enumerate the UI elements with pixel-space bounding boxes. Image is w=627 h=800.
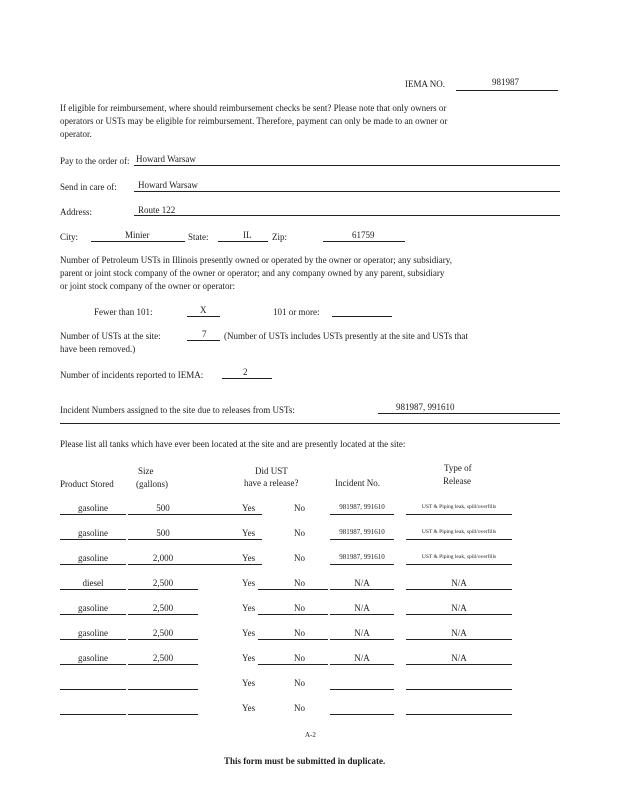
product-underline [60, 614, 126, 615]
tank-yes: Yes [242, 653, 256, 663]
tank-size: 2,500 [152, 653, 174, 663]
no-underline [258, 639, 328, 640]
petroleum-line-3: or joint stock company of the owner or operator: [60, 281, 235, 291]
tank-product: gasoline [78, 603, 108, 613]
tank-incident: 981987, 991610 [339, 528, 385, 536]
size-underline [128, 589, 198, 590]
city-value: Minier [125, 230, 150, 240]
type-underline [406, 614, 512, 615]
more-underline [332, 316, 392, 317]
tank-product: gasoline [78, 503, 108, 513]
state-value: IL [243, 230, 252, 240]
tank-release-type: N/A [451, 653, 467, 663]
petroleum-line-2: parent or joint stock company of the owner or operator; and any company owned by any parent, subsidiary [60, 268, 445, 278]
tank-yes: Yes [242, 628, 256, 638]
header-incident: Incident No. [335, 478, 380, 488]
tank-yes: Yes [242, 603, 256, 613]
incident-numbers-underline [378, 413, 560, 414]
no-underline [258, 664, 328, 665]
intro-line-2: operators or USTs may be eligible for reimbursement. Therefore, payment can only be made to an owner or [60, 116, 448, 126]
header-product: Product Stored [60, 479, 114, 489]
iema-label: IEMA NO. [405, 79, 445, 89]
product-underline [60, 689, 126, 690]
tank-incident: N/A [354, 578, 370, 588]
fewer-label: Fewer than 101: [94, 307, 153, 317]
tank-no: No [294, 578, 305, 588]
incident-count-underline [222, 378, 272, 379]
tank-release-type: N/A [451, 578, 467, 588]
care-value: Howard Warsaw [138, 180, 198, 190]
tank-release-type: N/A [451, 628, 467, 638]
product-underline [60, 664, 126, 665]
yes-underline [198, 539, 262, 540]
tank-incident: 981987, 991610 [339, 553, 385, 561]
tank-no: No [294, 603, 305, 613]
incident-count-value: 2 [243, 367, 248, 377]
tank-no: No [294, 703, 305, 713]
tank-no: No [294, 653, 305, 663]
tank-no: No [294, 528, 305, 538]
type-underline [406, 564, 512, 565]
header-type-release: Release [443, 476, 471, 486]
state-underline [218, 241, 268, 242]
intro-line-1: If eligible for reimbursement, where should reimbursement checks be sent? Please note that only owners or [60, 103, 447, 113]
care-label: Send in care of: [60, 182, 117, 192]
size-underline [128, 564, 198, 565]
product-underline [60, 539, 126, 540]
usts-underline [187, 340, 220, 341]
usts-value: 7 [202, 329, 207, 339]
pay-underline [134, 165, 560, 166]
incident-underline [330, 639, 394, 640]
incident-underline [330, 564, 394, 565]
state-label: State: [188, 232, 209, 242]
incident-underline [330, 714, 394, 715]
tank-product: gasoline [78, 653, 108, 663]
city-underline [91, 241, 185, 242]
header-type-of: Type of [444, 463, 472, 473]
tank-incident: N/A [354, 628, 370, 638]
product-underline [60, 514, 126, 515]
incident-underline [330, 664, 394, 665]
address-label: Address: [60, 207, 92, 217]
usts-note-2: have been removed.) [60, 344, 136, 354]
header-gallons: (gallons) [136, 479, 168, 489]
header-did-ust: Did UST [255, 466, 288, 476]
footer-note: This form must be submitted in duplicate. [224, 756, 386, 766]
size-underline [128, 639, 198, 640]
incident-underline [330, 539, 394, 540]
usts-note-1: (Number of USTs includes USTs presently at the site and USTs that [224, 331, 468, 341]
no-underline [258, 614, 328, 615]
fewer-value: X [200, 305, 207, 315]
type-underline [406, 664, 512, 665]
page-number: A-2 [305, 731, 316, 739]
fewer-underline [187, 316, 220, 317]
pay-label: Pay to the order of: [60, 156, 130, 166]
tank-yes: Yes [242, 703, 256, 713]
tank-release-type: UST & Piping leak, spill/overfills [421, 504, 497, 510]
tank-release-type: UST & Piping leak, spill/overfills [421, 554, 497, 560]
incident-count-label: Number of incidents reported to IEMA: [60, 370, 204, 380]
tank-product: diesel [82, 578, 104, 588]
tank-yes: Yes [242, 553, 256, 563]
header-size: Size [138, 466, 154, 476]
address-value: Route 122 [138, 205, 176, 215]
tank-release-type: UST & Piping leak, spill/overfills [421, 529, 497, 535]
tank-product: gasoline [78, 528, 108, 538]
tank-yes: Yes [242, 528, 256, 538]
type-underline [406, 639, 512, 640]
incident-underline [330, 689, 394, 690]
type-underline [406, 539, 512, 540]
tank-no: No [294, 678, 305, 688]
product-underline [60, 589, 126, 590]
city-label: City: [60, 232, 79, 242]
product-underline [60, 564, 126, 565]
product-underline [60, 639, 126, 640]
tanks-intro: Please list all tanks which have ever been located at the site and are presently located at the site: [60, 439, 406, 449]
product-underline [60, 714, 126, 715]
iema-underline [456, 90, 558, 91]
size-underline [128, 689, 198, 690]
type-underline [406, 514, 512, 515]
incident-underline [330, 614, 394, 615]
address-underline [134, 215, 560, 216]
tank-size: 2,500 [152, 603, 174, 613]
no-underline [258, 589, 328, 590]
tank-size: 500 [156, 528, 170, 538]
zip-underline [323, 241, 405, 242]
section-divider [60, 423, 560, 424]
size-underline [128, 714, 198, 715]
usts-label: Number of USTs at the site: [60, 331, 161, 341]
yes-underline [198, 564, 262, 565]
tank-size: 2,500 [152, 578, 174, 588]
petroleum-line-1: Number of Petroleum USTs in Illinois presently owned or operated by the owner or operator; any subsidiary, [60, 255, 452, 265]
tank-incident: N/A [354, 653, 370, 663]
tank-product: gasoline [78, 553, 108, 563]
incident-underline [330, 514, 394, 515]
tank-size: 2,500 [152, 628, 174, 638]
tank-yes: Yes [242, 678, 256, 688]
tank-release-type: N/A [451, 603, 467, 613]
size-underline [128, 539, 198, 540]
intro-line-3: operator. [60, 129, 92, 139]
header-release: have a release? [244, 478, 299, 488]
tank-no: No [294, 628, 305, 638]
zip-label: Zip: [272, 232, 287, 242]
tank-yes: Yes [242, 503, 256, 513]
yes-underline [198, 514, 262, 515]
iema-value: 981987 [492, 77, 519, 87]
type-underline [406, 714, 512, 715]
tank-incident: N/A [354, 603, 370, 613]
more-label: 101 or more: [273, 307, 320, 317]
tank-size: 500 [156, 503, 170, 513]
type-underline [406, 589, 512, 590]
size-underline [128, 614, 198, 615]
type-underline [406, 689, 512, 690]
incident-numbers-label: Incident Numbers assigned to the site due to releases from USTs: [60, 405, 295, 415]
tank-size: 2,000 [152, 553, 174, 563]
tank-product: gasoline [78, 628, 108, 638]
tank-no: No [294, 553, 305, 563]
size-underline [128, 664, 198, 665]
incident-underline [330, 589, 394, 590]
size-underline [128, 514, 198, 515]
zip-value: 61759 [352, 230, 375, 240]
incident-numbers-value: 981987, 991610 [396, 402, 455, 412]
care-underline [134, 191, 560, 192]
tank-incident: 981987, 991610 [339, 503, 385, 511]
pay-value: Howard Warsaw [136, 154, 196, 164]
tank-yes: Yes [242, 578, 256, 588]
tank-no: No [294, 503, 305, 513]
